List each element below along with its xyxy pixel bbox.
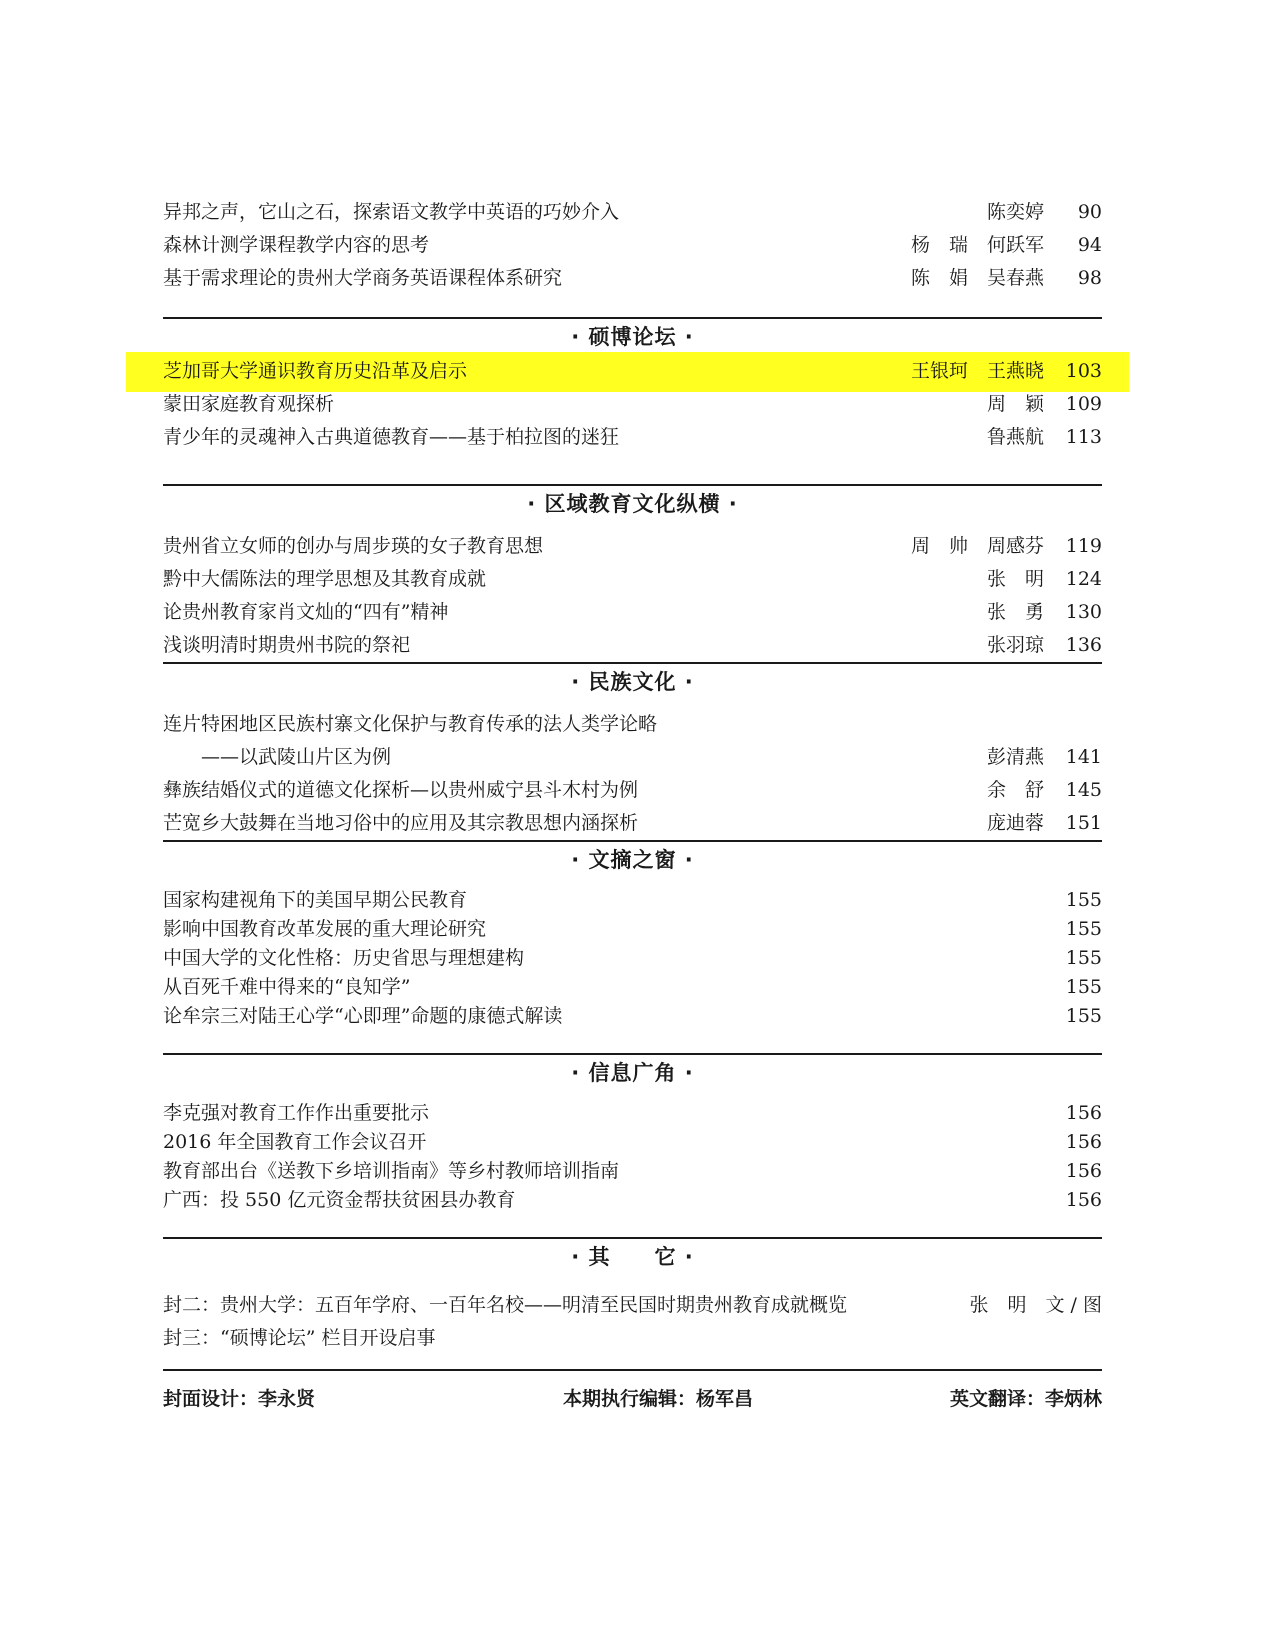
- entry-title: 封三：“硕博论坛” 栏目开设启事: [163, 1327, 436, 1349]
- toc-entry-highlighted[interactable]: [163, 355, 1102, 388]
- toc-entry[interactable]: [163, 741, 1102, 774]
- cover-design-credit: 封面设计：李永贤: [163, 1388, 316, 1410]
- toc-entry[interactable]: [163, 774, 1102, 807]
- entry-title: 蒙田家庭教育观探析: [163, 393, 335, 415]
- entry-title: 论贵州教育家肖文灿的“四有”精神: [163, 601, 449, 623]
- entry-page: 156: [1065, 1131, 1102, 1153]
- entry-page: 156: [1065, 1102, 1102, 1124]
- toc-entry[interactable]: [163, 596, 1102, 629]
- toc-entry[interactable]: [163, 944, 1102, 973]
- toc-entry[interactable]: [163, 530, 1102, 563]
- entry-authors: 张 明: [986, 568, 1044, 590]
- entry-page: 156: [1065, 1160, 1102, 1182]
- executive-editor-credit: 本期执行编辑：杨军昌: [563, 1388, 754, 1410]
- entry-authors: 陈 娟 吴春燕: [910, 267, 1044, 289]
- entry-page: 141: [1065, 746, 1102, 768]
- toc-entry[interactable]: [163, 1289, 1102, 1322]
- toc-entry[interactable]: [163, 1322, 1102, 1355]
- entry-authors: 陈奕婷: [986, 201, 1044, 223]
- entry-authors: 余 舒: [986, 779, 1044, 801]
- entry-title: 国家构建视角下的美国早期公民教育: [163, 889, 468, 911]
- entry-authors: 张 勇: [986, 601, 1044, 623]
- section-heading: · 信息广角 ·: [571, 1061, 694, 1085]
- entry-authors: 周 颖: [986, 393, 1044, 415]
- entry-page: 103: [1065, 360, 1102, 382]
- entry-page: 90: [1077, 201, 1102, 223]
- entry-title: 芒宽乡大鼓舞在当地习俗中的应用及其宗教思想内涵探析: [163, 812, 639, 834]
- entry-page: 130: [1065, 601, 1102, 623]
- entry-page: 155: [1065, 889, 1102, 911]
- entry-title: 封二：贵州大学：五百年学府、一百年名校——明清至民国时期贵州教育成就概览: [163, 1294, 848, 1316]
- toc-entry[interactable]: [163, 1157, 1102, 1186]
- entry-title: 从百死千难中得来的“良知学”: [163, 976, 411, 998]
- section-heading: · 硕博论坛 ·: [571, 325, 694, 349]
- entry-title: 2016 年全国教育工作会议召开: [163, 1131, 427, 1153]
- entry-title: 异邦之声，它山之石，探索语文教学中英语的巧妙介入: [163, 201, 620, 223]
- entry-title: 基于需求理论的贵州大学商务英语课程体系研究: [163, 267, 563, 289]
- entry-authors: 王银珂 王燕晓: [910, 360, 1044, 382]
- entry-authors: 鲁燕航: [986, 426, 1044, 448]
- footer-credits: [163, 1379, 1102, 1419]
- entry-title: 青少年的灵魂神入古典道德教育——基于柏拉图的迷狂: [163, 426, 620, 448]
- toc-entry[interactable]: [163, 563, 1102, 596]
- entry-page: 155: [1065, 947, 1102, 969]
- entry-title: 教育部出台《送教下乡培训指南》等乡村教师培训指南: [163, 1160, 620, 1182]
- entry-title: 论牟宗三对陆王心学“心即理”命题的康德式解读: [163, 1005, 563, 1027]
- entry-page: 119: [1065, 535, 1102, 557]
- toc-entry[interactable]: [163, 807, 1102, 840]
- toc-entry[interactable]: [163, 1186, 1102, 1215]
- entry-page: 151: [1065, 812, 1102, 834]
- entry-authors: 周 帅 周感芬: [910, 535, 1044, 557]
- entry-title: 贵州省立女师的创办与周步瑛的女子教育思想: [163, 535, 544, 557]
- toc-entry[interactable]: [163, 388, 1102, 421]
- entry-page: 145: [1065, 779, 1102, 801]
- entry-title: 浅谈明清时期贵州书院的祭祀: [163, 634, 411, 656]
- entry-page: 124: [1065, 568, 1102, 590]
- toc-entry[interactable]: [163, 629, 1102, 662]
- toc-entry[interactable]: [163, 196, 1102, 229]
- toc-entry[interactable]: [163, 915, 1102, 944]
- entry-credit: 张 明 文 / 图: [969, 1294, 1102, 1316]
- table-of-contents: [163, 196, 1102, 1419]
- entry-title: 连片特困地区民族村寨文化保护与教育传承的法人类学论略: [163, 713, 658, 735]
- entry-page: 113: [1065, 426, 1102, 448]
- entry-page: 136: [1065, 634, 1102, 656]
- toc-entry[interactable]: [163, 1002, 1102, 1031]
- entry-authors: 张羽琼: [986, 634, 1044, 656]
- entry-page: 109: [1065, 393, 1102, 415]
- entry-authors: 庞迪蓉: [986, 812, 1044, 834]
- section-heading: · 民族文化 ·: [571, 670, 694, 694]
- translator-credit: 英文翻译：李炳林: [949, 1388, 1102, 1410]
- toc-entry[interactable]: [163, 1128, 1102, 1157]
- entry-page: 155: [1065, 1005, 1102, 1027]
- entry-title: 彝族结婚仪式的道德文化探析—以贵州威宁县斗木村为例: [163, 779, 639, 801]
- entry-authors: 杨 瑞 何跃军: [910, 234, 1044, 256]
- entry-page: 155: [1065, 976, 1102, 998]
- entry-title: 李克强对教育工作作出重要批示: [163, 1102, 430, 1124]
- entry-title: 中国大学的文化性格：历史省思与理想建构: [163, 947, 525, 969]
- entry-title: 广西：投 550 亿元资金帮扶贫困县办教育: [163, 1189, 516, 1211]
- entry-title: 影响中国教育改革发展的重大理论研究: [163, 918, 487, 940]
- toc-entry[interactable]: [163, 886, 1102, 915]
- toc-entry[interactable]: [163, 1099, 1102, 1128]
- entry-authors: 彭清燕: [986, 746, 1044, 768]
- section-heading: · 区域教育文化纵横 ·: [527, 492, 738, 516]
- toc-entry[interactable]: [163, 421, 1102, 454]
- section-heading: · 其 它 ·: [571, 1245, 694, 1269]
- entry-page: 98: [1077, 267, 1102, 289]
- toc-entry[interactable]: [163, 708, 1102, 741]
- entry-title: 黔中大儒陈法的理学思想及其教育成就: [163, 568, 487, 590]
- entry-title: 森林计测学课程教学内容的思考: [163, 234, 430, 256]
- toc-entry[interactable]: [163, 229, 1102, 262]
- entry-page: 156: [1065, 1189, 1102, 1211]
- entry-page: 94: [1077, 234, 1102, 256]
- section-heading: · 文摘之窗 ·: [571, 848, 694, 872]
- toc-entry[interactable]: [163, 262, 1102, 295]
- entry-title: ——以武陵山片区为例: [163, 746, 392, 768]
- entry-title: 芝加哥大学通识教育历史沿革及启示: [163, 360, 468, 382]
- entry-page: 155: [1065, 918, 1102, 940]
- toc-entry[interactable]: [163, 973, 1102, 1002]
